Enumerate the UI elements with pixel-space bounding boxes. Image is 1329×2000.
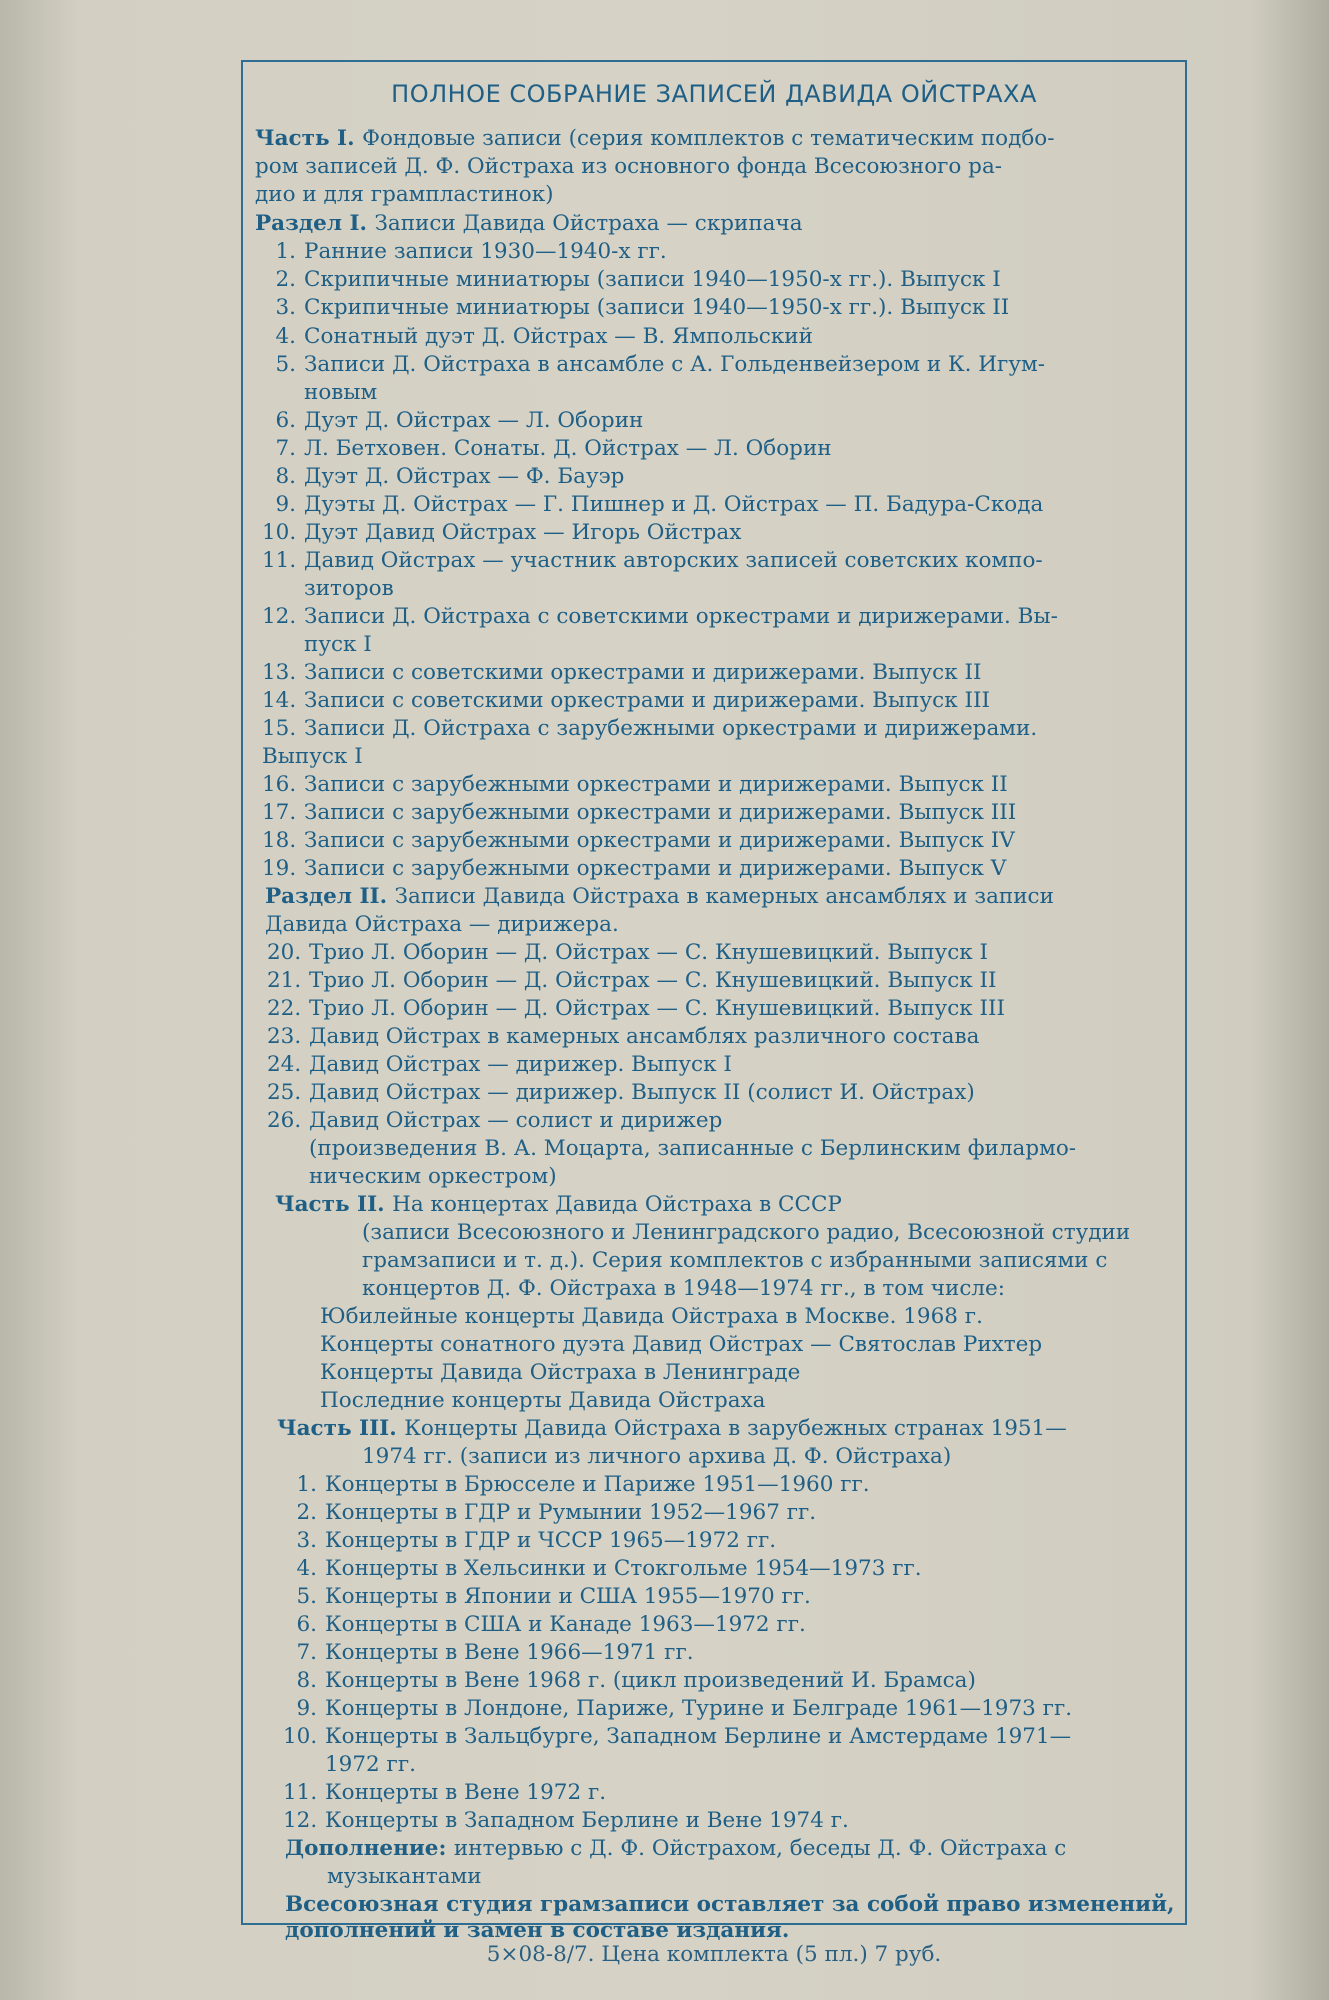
section-label: Раздел I.	[255, 211, 375, 236]
catalog-line	[267, 1051, 732, 1078]
line-text: (записи Всесоюзного и Ленинградского радио, Всесоюзной студии	[362, 1220, 1131, 1245]
catalog-line	[267, 1023, 979, 1050]
catalog-line	[267, 1163, 557, 1190]
item-number: 7.	[275, 436, 296, 461]
page-title: ПОЛНОЕ СОБРАНИЕ ЗАПИСЕЙ ДАВИДА ОЙСТРАХА	[391, 80, 1037, 108]
catalog-line	[262, 351, 1045, 378]
catalog-line	[283, 1639, 694, 1666]
catalog-line	[267, 1079, 975, 1106]
catalog-line	[265, 883, 1054, 910]
item-number: 6.	[296, 1612, 317, 1637]
catalog-line	[255, 181, 554, 208]
line-text: Записи Давида Ойстраха — скрипача	[374, 211, 803, 236]
line-text: 1974 гг. (записи из личного архива Д. Ф. Ойстраха)	[362, 1444, 952, 1469]
line-text: Концерты Давида Ойстраха в Ленинграде	[320, 1360, 801, 1385]
item-number: 26.	[267, 1108, 302, 1133]
line-text: Дуэт Давид Ойстрах — Игорь Ойстрах	[304, 520, 742, 545]
line-text: Концерты в Вене 1972 г.	[325, 1780, 607, 1805]
price-footer: 5×08-8/7. Цена комплекта (5 пл.) 7 руб.	[486, 1942, 942, 1967]
catalog-line	[262, 519, 741, 546]
line-text: ром записей Д. Ф. Ойстраха из основного фонда Всесоюзного ра-	[255, 154, 1003, 179]
line-text: Трио Л. Оборин — Д. Ойстрах — С. Кнушевицкий. Выпуск III	[309, 996, 1005, 1021]
line-text: интервью с Д. Ф. Ойстрахом, беседы Д. Ф. Ойстраха с	[453, 1836, 1067, 1861]
line-text: зиторов	[304, 576, 394, 601]
line-text: Фондовые записи (серия комплектов с тематическим подбо-	[362, 126, 1055, 151]
catalog-line	[262, 323, 813, 350]
catalog-line	[267, 995, 1005, 1022]
line-text: (произведения В. А. Моцарта, записанные с Берлинским филармо-	[309, 1136, 1077, 1161]
line-text: Записи с советскими оркестрами и дирижерами. Выпуск II	[304, 660, 982, 685]
item-number: 21.	[267, 968, 302, 993]
catalog-line	[262, 771, 1008, 798]
line-text: Записи с зарубежными оркестрами и дирижерами. Выпуск II	[304, 772, 1008, 797]
item-number: 18.	[262, 828, 297, 853]
item-number: 3.	[275, 295, 296, 320]
line-text: Записи Д. Ойстраха в ансамбле с А. Гольденвейзером и К. Игум-	[304, 352, 1045, 377]
catalog-line	[283, 1723, 1071, 1750]
item-number: 4.	[296, 1556, 317, 1581]
line-text: Концерты в Лондоне, Париже, Турине и Белграде 1961—1973 гг.	[325, 1696, 1073, 1721]
catalog-line	[285, 1835, 1066, 1862]
line-text: Выпуск I	[262, 744, 363, 769]
catalog-line	[283, 1471, 870, 1498]
item-number: 14.	[262, 688, 297, 713]
line-text: Трио Л. Оборин — Д. Ойстрах — С. Кнушевицкий. Выпуск I	[309, 940, 989, 965]
catalog-line	[267, 939, 988, 966]
line-text: Дуэт Д. Ойстрах — Ф. Бауэр	[304, 464, 625, 489]
item-number: 13.	[262, 660, 297, 685]
line-text: Дуэт Д. Ойстрах — Л. Оборин	[304, 408, 644, 433]
catalog-line	[262, 659, 981, 686]
item-number: 1.	[296, 1472, 317, 1497]
catalog-line	[320, 1219, 1130, 1246]
line-text: Сонатный дуэт Д. Ойстрах — В. Ямпольский	[304, 324, 813, 349]
line-text: Последние концерты Давида Ойстраха	[320, 1388, 766, 1413]
line-text: Давид Ойстрах — дирижер. Выпуск II (солист И. Ойстрах)	[309, 1080, 975, 1105]
catalog-line	[285, 1891, 1175, 1918]
line-text: концертов Д. Ф. Ойстраха в 1948—1974 гг., в том числе:	[362, 1276, 1005, 1301]
line-text: Записи с зарубежными оркестрами и дирижерами. Выпуск III	[304, 800, 1017, 825]
line-text: Записи Д. Ойстраха с советскими оркестрами и дирижерами. Вы-	[304, 604, 1058, 629]
catalog-line	[262, 827, 1015, 854]
item-number: 11.	[283, 1780, 318, 1805]
line-text: Трио Л. Оборин — Д. Ойстрах — С. Кнушевицкий. Выпуск II	[309, 968, 997, 993]
catalog-line	[262, 547, 1043, 574]
line-text: Концерты в ГДР и ЧССР 1965—1972 гг.	[325, 1528, 777, 1553]
catalog-line	[320, 1331, 1042, 1358]
line-text: Скрипичные миниатюры (записи 1940—1950-х гг.). Выпуск II	[304, 295, 1010, 320]
catalog-line	[283, 1611, 806, 1638]
line-text: Давид Ойстрах — солист и дирижер	[309, 1108, 723, 1133]
line-text: дио и для грампластинок)	[255, 182, 554, 207]
catalog-line	[267, 967, 997, 994]
line-text: пуск I	[304, 632, 372, 657]
catalog-line	[320, 1275, 1005, 1302]
line-text: Записи с зарубежными оркестрами и дирижерами. Выпуск V	[304, 856, 1007, 881]
line-text: Давид Ойстрах — дирижер. Выпуск I	[309, 1052, 732, 1077]
line-text: Записи с советскими оркестрами и дирижерами. Выпуск III	[304, 688, 990, 713]
catalog-line	[262, 575, 394, 602]
line-text: Концерты в Хельсинки и Стокгольме 1954—1973 гг.	[325, 1556, 922, 1581]
catalog-line	[262, 799, 1016, 826]
item-number: 17.	[262, 800, 297, 825]
item-number: 10.	[283, 1724, 318, 1749]
catalog-line	[262, 855, 1006, 882]
line-text: Записи с зарубежными оркестрами и дирижерами. Выпуск IV	[304, 828, 1015, 853]
line-text: Давида Ойстраха — дирижера.	[265, 912, 619, 937]
item-number: 10.	[262, 520, 297, 545]
line-text: Концерты в Японии и США 1955—1970 гг.	[325, 1584, 811, 1609]
line-text: Концерты Давида Ойстраха в зарубежных странах 1951—	[404, 1416, 1067, 1441]
item-number: 12.	[262, 604, 297, 629]
item-number: 2.	[275, 267, 296, 292]
catalog-line	[275, 1191, 842, 1218]
catalog-line	[320, 1303, 983, 1330]
item-number: 3.	[296, 1528, 317, 1553]
line-text: грамзаписи и т. д.). Серия комплектов с избранными записями с	[362, 1248, 1108, 1273]
item-number: 20.	[267, 940, 302, 965]
catalog-line	[320, 1387, 765, 1414]
item-number: 9.	[275, 492, 296, 517]
catalog-line	[283, 1807, 849, 1834]
line-text: Записи Давида Ойстраха в камерных ансамблях и записи	[394, 884, 1054, 909]
line-text: Концерты в Брюсселе и Париже 1951—1960 гг.	[325, 1472, 870, 1497]
catalog-line	[255, 125, 1054, 152]
line-text: Концерты в Западном Берлине и Вене 1974 г.	[325, 1808, 849, 1833]
catalog-line	[283, 1779, 606, 1806]
line-text: новым	[304, 380, 378, 405]
catalog-line	[277, 1415, 1067, 1442]
catalog-line	[283, 1751, 416, 1778]
catalog-line	[283, 1555, 922, 1582]
item-number: 7.	[296, 1640, 317, 1665]
catalog-line	[262, 687, 990, 714]
line-text: ническим оркестром)	[309, 1164, 557, 1189]
line-text: музыкантами	[327, 1864, 482, 1889]
item-number: 16.	[262, 772, 297, 797]
item-number: 19.	[262, 856, 297, 881]
item-number: 5.	[275, 352, 296, 377]
catalog-line	[262, 407, 643, 434]
catalog-line	[262, 463, 624, 490]
line-text: Записи Д. Ойстраха с зарубежными оркестрами и дирижерами.	[304, 716, 1038, 741]
catalog-line	[262, 435, 832, 462]
line-text: Скрипичные миниатюры (записи 1940—1950-х гг.). Выпуск I	[304, 267, 1001, 292]
item-number: 11.	[262, 548, 297, 573]
section-label: дополнений и замен в составе издания.	[285, 1918, 790, 1943]
catalog-line	[320, 1247, 1107, 1274]
catalog-line	[262, 603, 1058, 630]
section-label: Часть II.	[275, 1192, 393, 1217]
catalog-line	[267, 1107, 722, 1134]
section-label: Раздел II.	[265, 884, 395, 909]
item-number: 8.	[296, 1668, 317, 1693]
line-text: Концерты сонатного дуэта Давид Ойстрах — Святослав Рихтер	[320, 1332, 1043, 1357]
catalog-line	[262, 715, 1037, 742]
catalog-line	[285, 1917, 789, 1944]
catalog-line	[320, 1359, 800, 1386]
section-label: Всесоюзная студия грамзаписи оставляет за собой право изменений,	[285, 1892, 1175, 1917]
catalog-line	[285, 1863, 482, 1890]
line-text: Юбилейные концерты Давида Ойстраха в Москве. 1968 г.	[320, 1304, 983, 1329]
line-text: Дуэты Д. Ойстрах — Г. Пишнер и Д. Ойстрах — П. Бадура-Скода	[304, 492, 1044, 517]
line-text: На концертах Давида Ойстраха в СССР	[392, 1192, 842, 1217]
line-text: Концерты в Зальцбурге, Западном Берлине и Амстердаме 1971—	[325, 1724, 1072, 1749]
catalog-line	[262, 743, 363, 770]
line-text: Концерты в ГДР и Румынии 1952—1967 гг.	[325, 1500, 817, 1525]
line-text: Давид Ойстрах — участник авторских записей советских компо-	[304, 548, 1043, 573]
catalog-line	[255, 210, 803, 237]
item-number: 15.	[262, 716, 297, 741]
catalog-line	[283, 1667, 976, 1694]
line-text: Концерты в Вене 1966—1971 гг.	[325, 1640, 694, 1665]
item-number: 25.	[267, 1080, 302, 1105]
section-label: Дополнение:	[285, 1836, 454, 1861]
item-number: 8.	[275, 464, 296, 489]
section-label: Часть I.	[255, 126, 363, 151]
item-number: 23.	[267, 1024, 302, 1049]
catalog-line	[262, 294, 1009, 321]
item-number: 5.	[296, 1584, 317, 1609]
item-number: 24.	[267, 1052, 302, 1077]
catalog-line	[262, 379, 377, 406]
item-number: 1.	[275, 239, 296, 264]
item-number: 12.	[283, 1808, 318, 1833]
catalog-line	[262, 238, 667, 265]
line-text: Давид Ойстрах в камерных ансамблях различного состава	[309, 1024, 980, 1049]
line-text: Концерты в США и Канаде 1963—1972 гг.	[325, 1612, 806, 1637]
item-number: 2.	[296, 1500, 317, 1525]
line-text: Концерты в Вене 1968 г. (цикл произведений И. Брамса)	[325, 1668, 976, 1693]
line-text: Л. Бетховен. Сонаты. Д. Ойстрах — Л. Оборин	[304, 436, 832, 461]
catalog-line	[262, 266, 1001, 293]
line-text: 1972 гг.	[325, 1752, 416, 1777]
item-number: 4.	[275, 324, 296, 349]
catalog-line	[320, 1443, 951, 1470]
catalog-line	[262, 631, 372, 658]
item-number: 9.	[296, 1696, 317, 1721]
catalog-line	[283, 1583, 811, 1610]
catalog-line	[255, 153, 1002, 180]
catalog-line	[283, 1527, 776, 1554]
catalog-line	[283, 1499, 816, 1526]
catalog-line	[262, 491, 1043, 518]
catalog-line	[267, 1135, 1076, 1162]
section-label: Часть III.	[277, 1416, 405, 1441]
item-number: 22.	[267, 996, 302, 1021]
item-number: 6.	[275, 408, 296, 433]
catalog-line	[265, 911, 619, 938]
line-text: Ранние записи 1930—1940-х гг.	[304, 239, 667, 264]
catalog-line	[283, 1695, 1072, 1722]
